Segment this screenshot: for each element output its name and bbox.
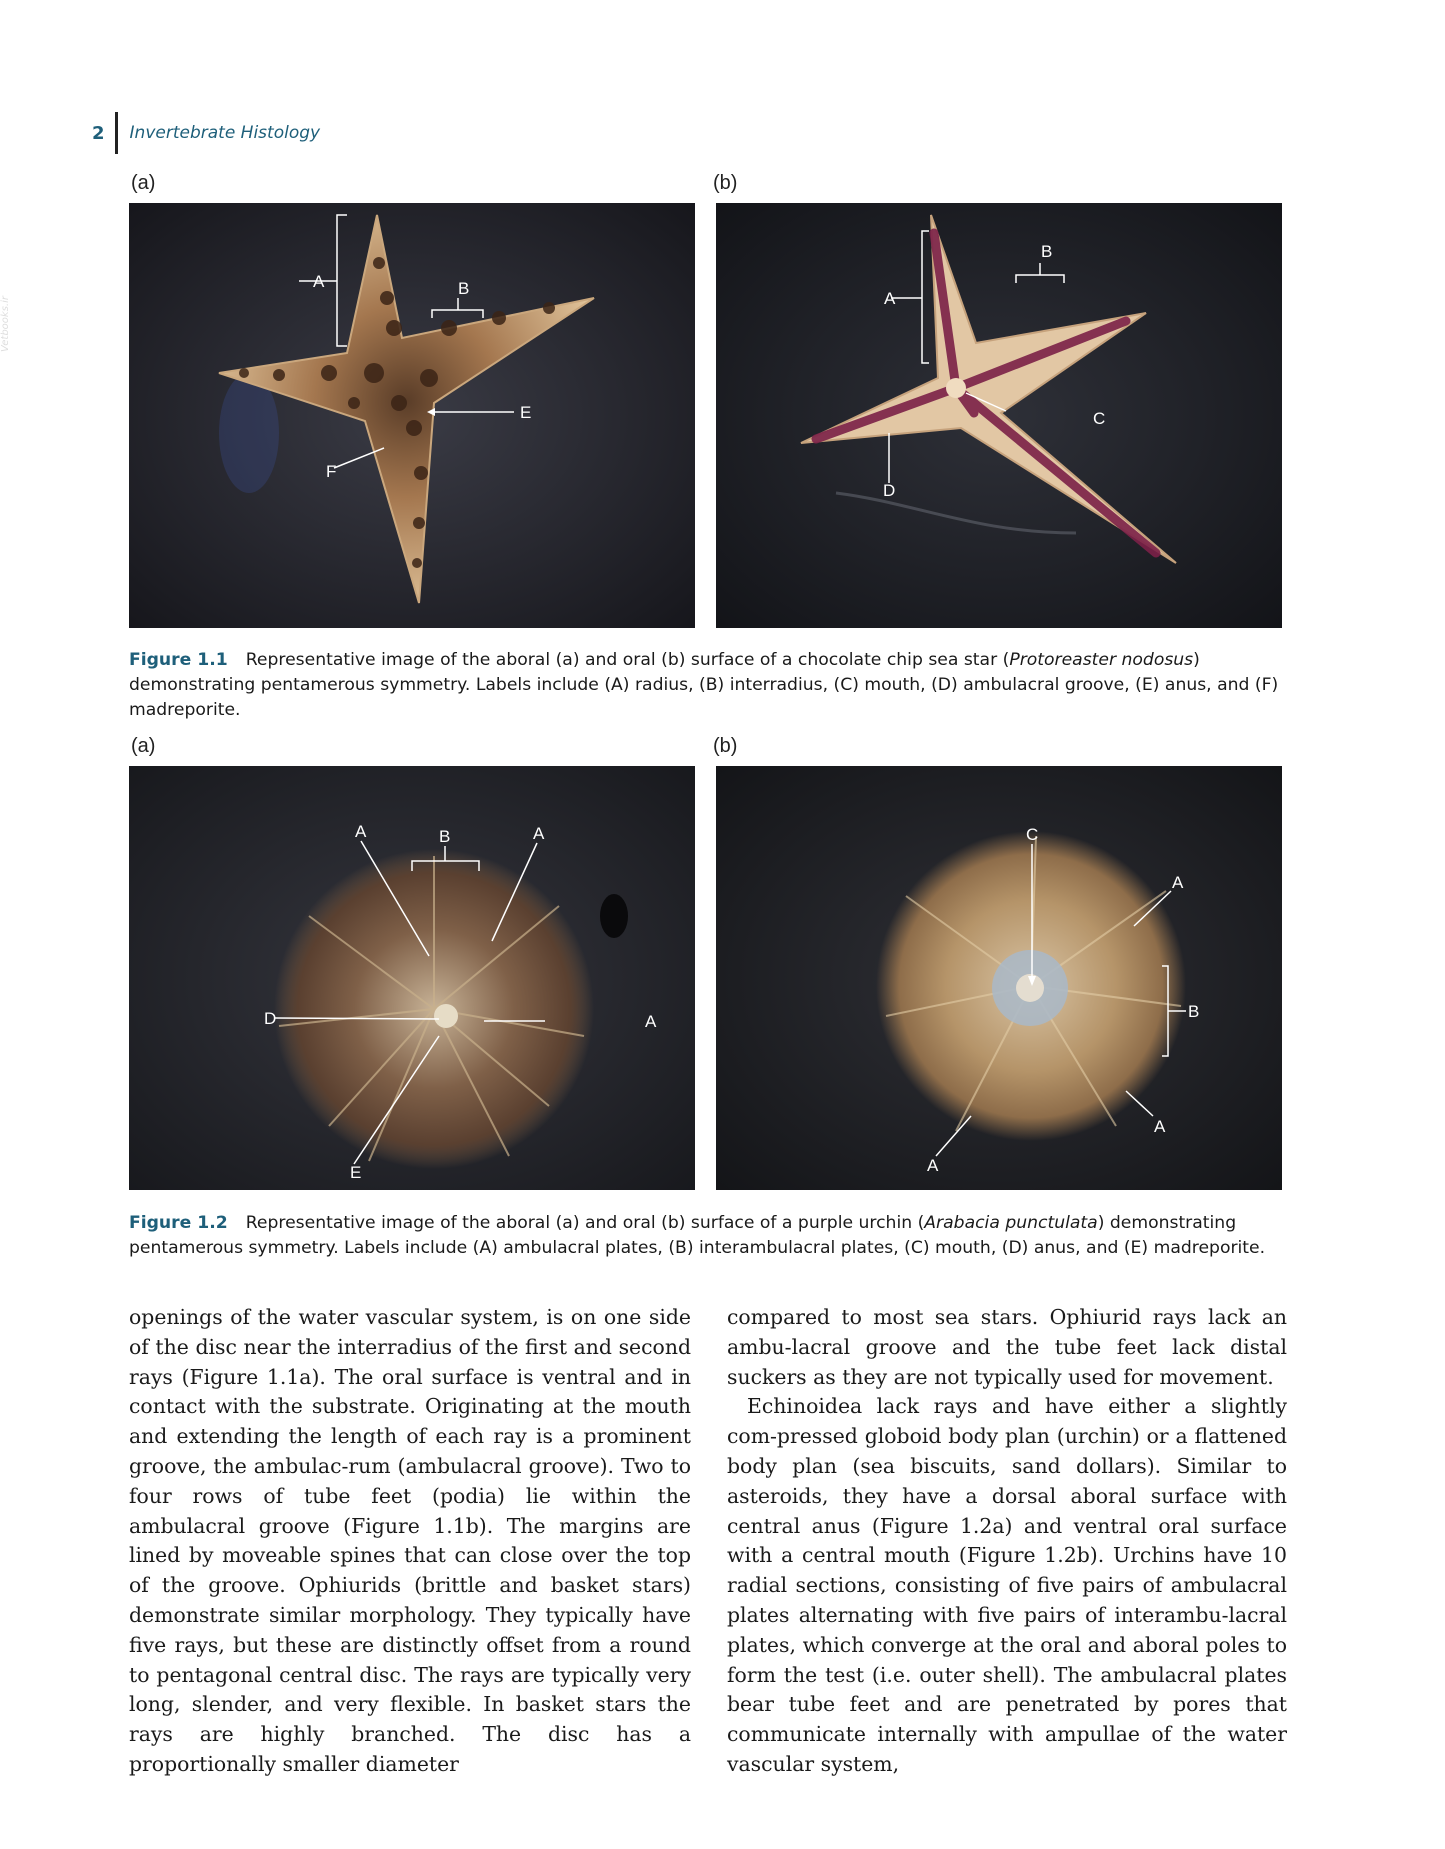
fig1-2b-urchin-oral-photo bbox=[716, 766, 1282, 1190]
caption-text: ) demonstrating pentamerous symmetry. Labels include (A) ambulacral plates, (B) interambulacral plates, (C) mouth, (D) anus, and (E) madreporite. bbox=[129, 1213, 1266, 1258]
fig1-1-panel-b-label: (b) bbox=[713, 172, 738, 194]
figure-number: Figure 1.2 bbox=[129, 1213, 228, 1233]
running-header bbox=[92, 112, 320, 154]
species-name: Arabacia punctulata bbox=[924, 1213, 1098, 1233]
label-e: E bbox=[520, 403, 532, 422]
figure-number: Figure 1.1 bbox=[129, 650, 228, 670]
label-a: A bbox=[927, 1156, 939, 1175]
figure-1-2-caption bbox=[129, 1211, 1309, 1261]
paragraph: openings of the water vascular system, is on one side of the disc near the interradius of the first and second rays (Figure 1.1a). The oral surface is ventral and in contact with the substrate. Originating at the mouth and extending the length of each ray is a prominent groove, the ambulac-rum (ambulacral groove). Two to four rows of tube feet (podia) lie within the ambulacral groove (Figure 1.1b). The margins are lined by moveable spines that can close over the top of the groove. Ophiurids (brittle and basket stars) demonstrate similar morphology. They typically have five rays, but these are distinctly offset from a round to pentagonal central disc. The rays are typically very long, slender, and very flexible. In basket stars the rays are highly branched. The disc has a proportionally smaller diameter bbox=[129, 1305, 691, 1776]
species-name: Protoreaster nodosus bbox=[1009, 650, 1194, 670]
label-a: A bbox=[884, 289, 896, 308]
label-a: A bbox=[645, 1012, 657, 1031]
fig1-2-panel-b-label: (b) bbox=[713, 735, 738, 757]
label-b: B bbox=[439, 827, 451, 846]
label-d: D bbox=[883, 481, 896, 500]
label-e: E bbox=[350, 1163, 362, 1182]
watermark: Vetbooks.ir bbox=[0, 296, 11, 352]
label-a: A bbox=[533, 824, 545, 843]
fig1-1-panel-a-label: (a) bbox=[131, 172, 156, 194]
fig1-1b-sea-star-oral-photo bbox=[716, 203, 1282, 628]
label-a: A bbox=[313, 272, 325, 291]
paragraph: Echinoidea lack rays and have either a slightly com-pressed globoid body plan (urchin) or a flattened body plan (sea biscuits, sand dollars). Similar to asteroids, they have a dorsal aboral surface with central anus (Figure 1.2a) and ventral oral surface with a central mouth (Figure 1.2b). Urchins have 10 radial sections, consisting of five pairs of ambulacral plates alternating with five pairs of interambu-lacral plates, which converge at the oral and aboral poles to form the test (i.e. outer shell). The ambulacral plates bear tube feet and are penetrated by pores that communicate internally with ampullae of the water vascular system, bbox=[727, 1394, 1287, 1776]
label-a: A bbox=[355, 822, 367, 841]
caption-text: Representative image of the aboral (a) and oral (b) surface of a purple urchin ( bbox=[245, 1213, 925, 1233]
body-column-left bbox=[129, 1303, 691, 1780]
fig1-2-panel-a-label: (a) bbox=[131, 735, 156, 757]
label-c: C bbox=[1093, 409, 1106, 428]
label-b: B bbox=[1188, 1002, 1200, 1021]
body-column-right bbox=[727, 1303, 1287, 1780]
label-d: D bbox=[264, 1009, 277, 1028]
header-divider bbox=[115, 112, 118, 154]
page-number: 2 bbox=[92, 122, 105, 144]
fig1-2a-urchin-aboral-photo bbox=[129, 766, 695, 1190]
caption-text: Representative image of the aboral (a) and oral (b) surface of a chocolate chip sea star ( bbox=[245, 650, 1010, 670]
label-b: B bbox=[1041, 242, 1053, 261]
figure-1-1-caption bbox=[129, 648, 1309, 723]
label-a: A bbox=[1172, 873, 1184, 892]
label-f: F bbox=[326, 462, 337, 481]
caption-text: ) demonstrating pentamerous symmetry. Labels include (A) radius, (B) interradius, (C) mouth, (D) ambulacral groove, (E) anus, and (F) madreporite. bbox=[129, 650, 1279, 720]
paragraph: compared to most sea stars. Ophiurid rays lack an ambu-lacral groove and the tube feet lack distal suckers as they are not typically used for movement. bbox=[727, 1305, 1287, 1389]
fig1-1a-sea-star-aboral-photo bbox=[129, 203, 695, 628]
label-c: C bbox=[1026, 825, 1039, 844]
label-b: B bbox=[458, 279, 470, 298]
book-title: Invertebrate Histology bbox=[129, 123, 321, 143]
label-a: A bbox=[1154, 1117, 1166, 1136]
